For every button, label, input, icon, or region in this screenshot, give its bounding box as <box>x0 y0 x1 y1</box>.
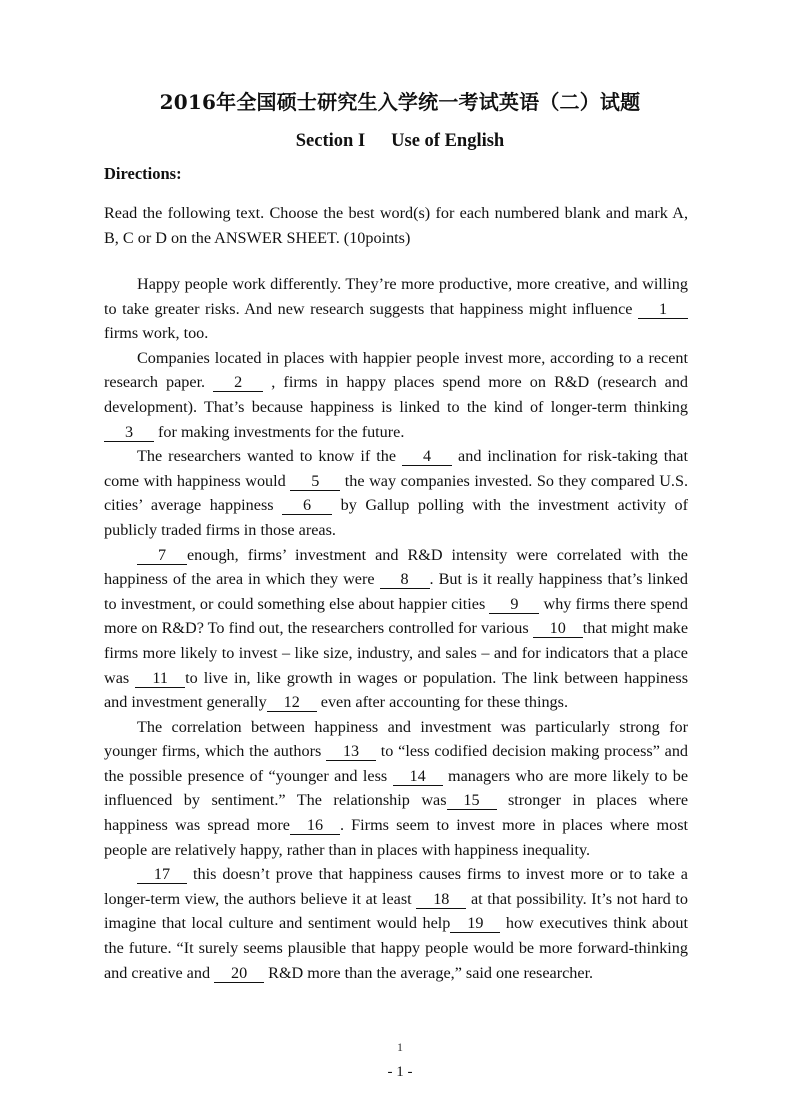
passage-text: , firms in happy places spend more on R&D (research and development). That’s because happiness is linked to the kind of longer-term thinking <box>104 373 689 416</box>
blank-1: 1 <box>638 300 688 319</box>
passage-text: Companies located in places with happier people invest more, according to a recent research paper. <box>104 348 688 392</box>
passage-text: The correlation between happiness and investment was particularly strong for younger firms, which the authors <box>104 717 688 761</box>
blank-11: 11 <box>135 669 185 688</box>
blank-16: 16 <box>290 816 340 835</box>
passage-text: . Firms seem to invest more in places where most people are relatively happy, rather than in places with happiness inequality. <box>104 816 689 859</box>
blank-10: 10 <box>533 619 583 638</box>
paragraph-5 <box>104 715 688 863</box>
paragraph-1 <box>104 272 688 346</box>
blank-15: 15 <box>447 791 497 810</box>
passage-text: managers who are more likely to be influenced by sentiment.” The relationship was <box>104 766 689 810</box>
passage-text: enough, firms’ investment and R&D intensity were correlated with the happiness of the area in which they were <box>104 545 688 589</box>
passage-text: by Gallup polling with the investment activity of publicly traded firms in those areas. <box>104 496 689 539</box>
blank-12: 12 <box>267 693 317 712</box>
passage-text: the way companies invested. So they compared U.S. cities’ average happiness <box>104 471 689 515</box>
cloze-passage <box>104 272 688 985</box>
blank-3: 3 <box>104 423 154 442</box>
passage-text: and inclination for risk-taking that come with happiness would <box>104 447 688 490</box>
blank-14: 14 <box>393 767 443 786</box>
passage-text: firms work, too. <box>104 324 209 343</box>
paragraph-6 <box>104 862 688 985</box>
passage-text: why firms there spend more on R&D? To find out, the researchers controlled for various <box>104 594 688 638</box>
paragraph-3 <box>104 444 688 542</box>
passage-text: stronger in places where happiness was spread more <box>104 791 688 835</box>
blank-7: 7 <box>137 546 187 565</box>
section-name: Use of English <box>391 131 505 151</box>
passage-text: for making investments for the future. <box>158 422 405 441</box>
blank-13: 13 <box>326 742 376 761</box>
paragraph-2 <box>104 346 688 444</box>
footer-mark: 1 <box>397 1040 403 1054</box>
passage-text: Happy people work differently. They’re more productive, more creative, and willing to take greater risks. And new research suggests that happiness might influence <box>104 275 688 318</box>
passage-text: how executives think about the future. “It surely seems plausible that happy people would be more forward-thinking and creative and <box>104 914 689 982</box>
blank-5: 5 <box>290 472 340 491</box>
blank-9: 9 <box>489 595 539 614</box>
blank-20: 20 <box>214 964 264 983</box>
blank-6: 6 <box>282 496 332 515</box>
passage-text: to live in, like growth in wages or population. The link between happiness and investment generally <box>104 668 689 712</box>
passage-text: R&D more than the average,” said one researcher. <box>268 963 594 982</box>
exam-title: 2016年全国硕士研究生入学统一考试英语（二）试题 <box>159 90 641 114</box>
passage-text: The researchers wanted to know if the <box>137 447 397 466</box>
passage-text: at that possibility. It’s not hard to imagine that local culture and sentiment would help <box>104 889 688 933</box>
directions-text: Read the following text. Choose the best word(s) for each numbered blank and mark A, B, C or D on the ANSWER SHEET. (10points) <box>104 204 688 247</box>
passage-text: to “less codified decision making process” and the possible presence of “younger and less <box>104 742 689 785</box>
directions-label: Directions: <box>104 164 182 183</box>
passage-text: . But is it really happiness that’s linked to investment, or could something else about happier cities <box>104 570 689 613</box>
passage-text: even after accounting for these things. <box>320 693 568 712</box>
blank-18: 18 <box>416 890 466 909</box>
page-number: - 1 - <box>387 1064 413 1080</box>
paragraph-4 <box>104 543 688 715</box>
section-heading <box>0 131 800 152</box>
blank-4: 4 <box>402 447 452 466</box>
passage-text: that might make firms more likely to invest – like size, industry, and sales – and for indicators that a place was <box>104 619 689 687</box>
blank-2: 2 <box>213 373 263 392</box>
blank-19: 19 <box>450 914 500 933</box>
section-label: Section I <box>295 131 366 151</box>
blank-17: 17 <box>137 865 187 884</box>
blank-8: 8 <box>380 570 430 589</box>
passage-text: this doesn’t prove that happiness causes firms to invest more or to take a longer-term view, the authors believe it at least <box>104 865 688 908</box>
